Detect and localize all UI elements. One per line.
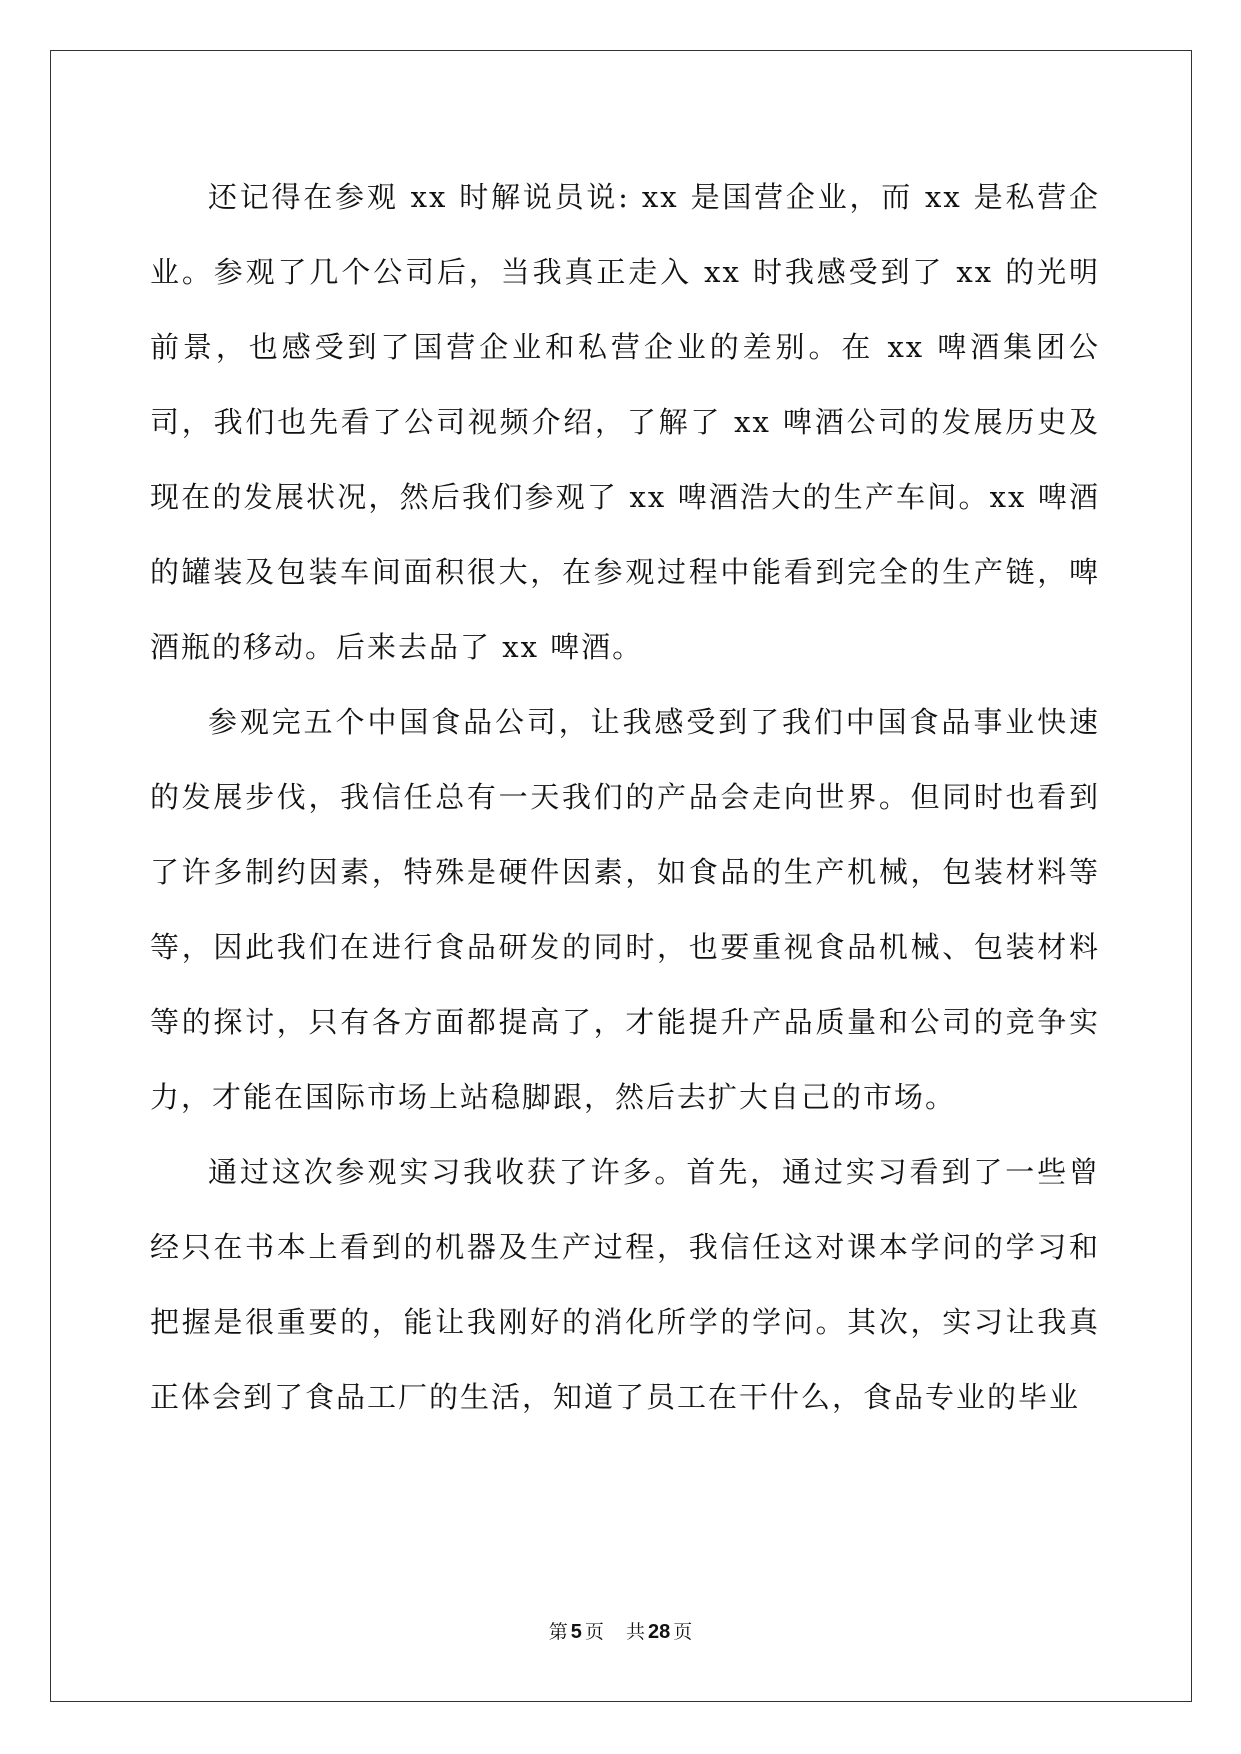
paragraph-2: 参观完五个中国食品公司，让我感受到了我们中国食品事业快速的发展步伐，我信任总有一天我们的产品会走向世界。但同时也看到了许多制约因素，特殊是硬件因素，如食品的生产机械，包装材料等等，因此我们在进行食品研发的同时，也要重视食品机械、包装材料等的探讨，只有各方面都提高了，才能提升产品质量和公司的竞争实力，才能在国际市场上站稳脚跟，然后去扩大自己的市场。 — [150, 705, 1100, 1114]
total-suffix: 页 — [673, 1621, 693, 1643]
paragraph-3: 通过这次参观实习我收获了许多。首先，通过实习看到了一些曾经只在书本上看到的机器及生产过程，我信任这对课本学问的学习和把握是很重要的，能让我刚好的消化所学的学问。其次，实习让我真正体会到了食品工厂的生活，知道了员工在干什么，食品专业的毕业 — [150, 1155, 1100, 1414]
total-prefix: 共 — [625, 1621, 645, 1643]
page-prefix: 第 — [548, 1621, 568, 1643]
document-body — [150, 160, 1100, 1435]
page-footer — [0, 1617, 1241, 1644]
page-suffix: 页 — [584, 1621, 604, 1643]
paragraph-1: 还记得在参观 xx 时解说员说: xx 是国营企业，而 xx 是私营企业。参观了几个公司后，当我真正走入 xx 时我感受到了 xx 的光明前景，也感受到了国营企业和私营企业的差别。在 xx 啤酒集团公司，我们也先看了公司视频介绍，了解了 xx 啤酒公司的发展历史及现在的发展状况，然后我们参观了 xx 啤酒浩大的生产车间。xx 啤酒的罐装及包装车间面积很大，在参观过程中能看到完全的生产链，啤酒瓶的移动。后来去品了 xx 啤酒。 — [150, 180, 1100, 664]
page-number: 5 — [570, 1621, 582, 1643]
total-pages: 28 — [647, 1621, 671, 1643]
